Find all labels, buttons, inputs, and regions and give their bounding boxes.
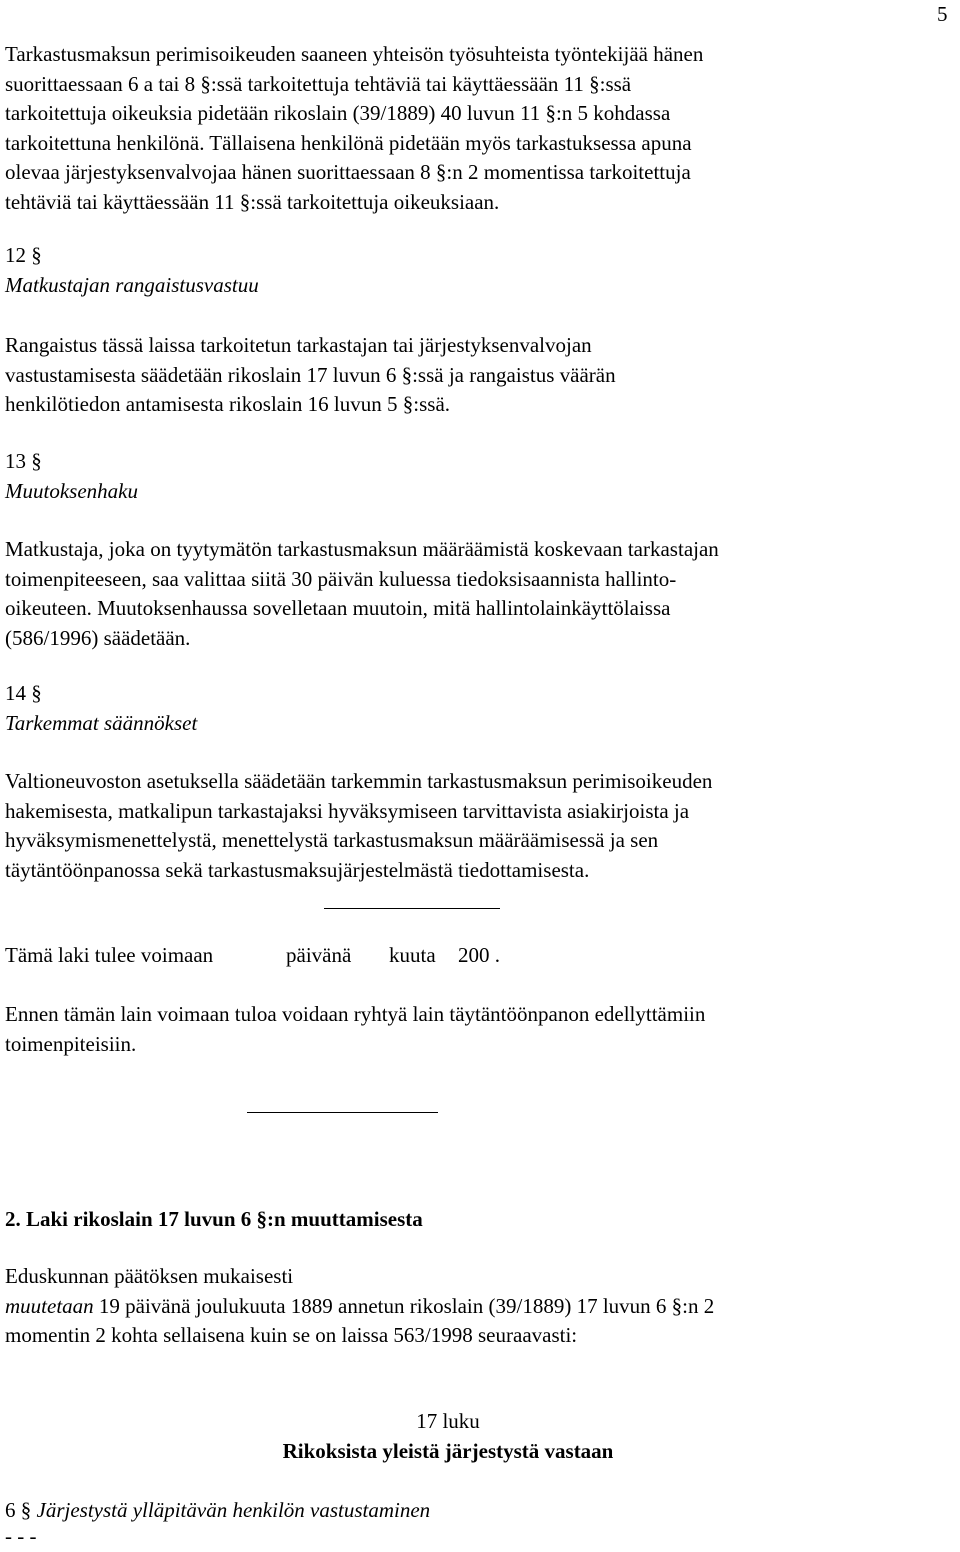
text-line: Valtioneuvoston asetuksella säädetään tarkemmin tarkastusmaksun perimisoikeuden xyxy=(5,769,713,793)
entry-day: päivänä xyxy=(286,943,352,967)
text-line: tehtäviä tai käyttäessään 11 §:ssä tarkoitettuja oikeuksiaan. xyxy=(5,189,500,214)
amend-keyword: muutetaan xyxy=(5,1293,94,1318)
text-line: (586/1996) säädetään. xyxy=(5,625,191,650)
text-line: Ennen tämän lain voimaan tuloa voidaan ryhtyä lain täytäntöönpanon edellyttämiin xyxy=(5,1002,706,1026)
omission-marker: - - - xyxy=(5,1524,37,1548)
text-line: Matkustaja, joka on tyytymätön tarkastusmaksun määräämistä koskevaan tarkastajan xyxy=(5,537,719,561)
text-line: suorittaessaan 6 a tai 8 §:ssä tarkoitettuja tehtäviä tai käyttäessään 11 §:ssä xyxy=(5,71,632,96)
text-line: vastustamisesta säädetään rikoslain 17 luvun 6 §:ssä ja rangaistus väärän xyxy=(5,362,616,387)
text-line: henkilötiedon antamisesta rikoslain 16 luvun 5 §:ssä. xyxy=(5,392,451,416)
text-line: Rangaistus tässä laissa tarkoitetun tarkastajan tai järjestyksenvalvojan xyxy=(5,333,592,357)
chapter-title: Rikoksista yleistä järjestystä vastaan xyxy=(282,1438,614,1463)
text-line: hakemisesta, matkalipun tarkastajaksi hyväksymiseen tarvittavista asiakirjoista ja xyxy=(5,798,690,823)
separator-line xyxy=(247,1112,438,1113)
text-line: toimenpiteisiin. xyxy=(5,1031,137,1056)
section-number: 14 § xyxy=(5,681,42,705)
text-line: Tarkastusmaksun perimisoikeuden saaneen yhteisön työsuhteista työntekijää hänen xyxy=(5,42,704,66)
amendment-line xyxy=(5,1292,714,1322)
page-number: 5 xyxy=(937,2,948,26)
amendment-line: momentin 2 kohta sellaisena kuin se on laissa 563/1998 seuraavasti: xyxy=(5,1323,578,1347)
section-title: Järjestystä ylläpitävän henkilön vastustaminen xyxy=(36,1498,431,1522)
text-line: tarkoitettuja oikeuksia pidetään rikoslain (39/1889) 40 luvun 11 §:n 5 kohdassa xyxy=(5,101,671,125)
text-line: hyväksymismenettelystä, menettelystä tarkastusmaksun määräämisessä ja sen xyxy=(5,828,659,852)
chapter-number: 17 luku xyxy=(416,1409,480,1433)
section-title: Muutoksenhaku xyxy=(5,478,138,503)
text-line: oikeuteen. Muutoksenhaussa sovelletaan muutoin, mitä hallintolainkäyttölaissa xyxy=(5,596,671,620)
text-line: tarkoitettuna henkilönä. Tällaisena henkilönä pidetään myös tarkastuksessa apuna xyxy=(5,130,692,155)
text-line: täytäntöönpanossa sekä tarkastusmaksujärjestelmästä tiedottamisesta. xyxy=(5,857,590,882)
entry-month: kuuta xyxy=(389,943,436,967)
section-title: Matkustajan rangaistusvastuu xyxy=(5,272,259,297)
amend-text: 19 päivänä joulukuuta 1889 annetun rikoslain (39/1889) 17 luvun 6 §:n 2 xyxy=(93,1293,715,1318)
entry-year: 200 . xyxy=(458,943,500,967)
separator-line xyxy=(324,908,500,909)
section-number: 6 § xyxy=(5,1498,32,1522)
section-6-heading xyxy=(5,1496,430,1526)
law-heading: 2. Laki rikoslain 17 luvun 6 §:n muuttamisesta xyxy=(5,1207,423,1231)
section-title: Tarkemmat säännökset xyxy=(5,710,198,735)
section-number: 13 § xyxy=(5,449,42,473)
decision-text: Eduskunnan päätöksen mukaisesti xyxy=(5,1264,294,1288)
text-line: olevaa järjestyksenvalvojaa hänen suorittaessaan 8 §:n 2 momentissa tarkoitettuja xyxy=(5,160,691,184)
entry-text: Tämä laki tulee voimaan xyxy=(5,943,214,967)
section-number: 12 § xyxy=(5,243,42,267)
text-line: toimenpiteeseen, saa valittaa siitä 30 päivän kuluessa tiedoksisaannista hallinto- xyxy=(5,566,677,591)
